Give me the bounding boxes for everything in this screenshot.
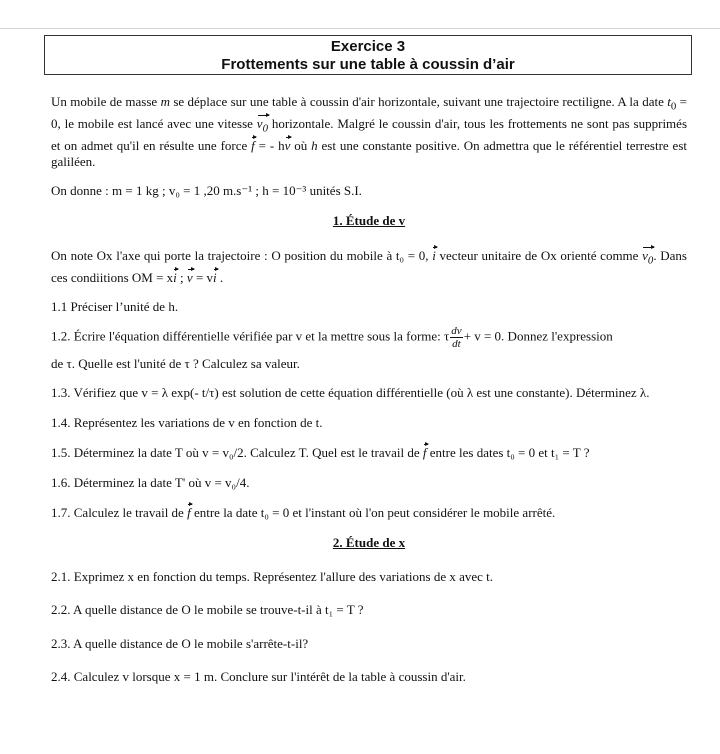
text: ; [176, 269, 187, 285]
question-1-7 [51, 504, 687, 521]
text: horizontale. Malgré le coussin d'air, tous les frottements ne sont pas supprimés et on admet qu'il en résulte une force [51, 116, 688, 154]
question-1-3: 1.3. Vérifiez que v = λ exp(- t/τ) est solution de cette équation différentielle (où λ est une constante). Déterminez λ. [51, 385, 650, 401]
question-1-6: 1.6. Déterminez la date T' où v = v₀/4. [51, 474, 250, 490]
text: se déplace sur une table à coussin d'air horizontale, suivant une trajectoire rectiligne. A la date [169, 94, 668, 109]
text: 1.2. Écrire l'équation différentielle vérifiée par v et la mettre sous la forme: τ [51, 328, 450, 344]
text: On note Ox l'axe qui porte la trajectoire : O position du mobile à t₀ = 0, [51, 247, 433, 263]
text: . [216, 269, 224, 285]
vector-v: v [186, 269, 193, 285]
question-1-2-continued: de τ. Quelle est l'unité de τ ? Calculez sa valeur. [51, 355, 300, 371]
text: = - h [254, 138, 285, 154]
vector-v: v [284, 138, 291, 154]
fraction-numerator: dv [451, 324, 462, 337]
question-1-2 [51, 325, 687, 350]
text: où [290, 138, 312, 154]
math-var: t [667, 94, 671, 109]
text: vecteur unitaire de Ox orienté comme [435, 247, 643, 263]
section-2-title: 2. Étude de x [332, 534, 406, 550]
derivative-fraction [450, 325, 462, 350]
text: . Dans ces condiitions OM = x [51, 247, 687, 285]
math-var: m [160, 94, 170, 109]
text: = v [192, 269, 214, 285]
vector-f: f [422, 445, 427, 461]
question-2-1: 2.1. Exprimez x en fonction du temps. Représentez l'allure des variations de x avec t. [51, 568, 494, 584]
section-1-note [51, 247, 687, 286]
exercise-number: Exercice 3 [330, 38, 406, 55]
text: entre la date t₀ = 0 et l'instant où l'on peut considérer le mobile arrêté. [190, 505, 556, 521]
vector-v0: $v_0$ [257, 115, 268, 137]
vector-v0: $v_0$ [642, 247, 653, 269]
text: est une constante positive. On admettra que le référentiel terrestre est galiléen. [51, 138, 687, 169]
exercise-title: Frottements sur une table à coussin d’air [221, 56, 515, 73]
question-1-5 [51, 444, 687, 461]
top-divider [0, 28, 720, 29]
fraction-denominator: dt [452, 337, 461, 350]
text: + v = 0. Donnez l'expression [463, 328, 613, 344]
vector-i: i [213, 269, 217, 285]
question-2-3: 2.3. A quelle distance de O le mobile s'arrête-t-il? [51, 635, 309, 651]
text: entre les dates t₀ = 0 et t₁ = T ? [426, 445, 590, 461]
question-2-4: 2.4. Calculez v lorsque x = 1 m. Conclure sur l'intérêt de la table à coussin d'air. [51, 669, 466, 685]
text: = 0, le mobile est lancé avec une vitesse [51, 94, 687, 132]
vector-f: f [187, 505, 191, 521]
exercise-header [44, 35, 692, 75]
intro-paragraph: Un mobile de masse m se déplace sur une table à coussin d'air horizontale, suivant une trajectoire rectiligne. A la date $t_0 = 0$, le mobile est lancé avec une vitesse $v_0$ horizontale. Malgré le coussin d'air, tous les frottements ne sont pas supprimés et on admet qu'il en résulte une force f = - hv où h est une constante positive. On admettra que le référentiel terrestre est galiléen. [51, 94, 688, 169]
math-var: h [311, 138, 318, 154]
vector-i: i [173, 269, 177, 285]
exercise-body [51, 94, 687, 685]
question-1-1: 1.1 Préciser l’unité de h. [51, 299, 179, 315]
question-2-2: 2.2. A quelle distance de O le mobile se trouve-t-il à t₁ = T ? [51, 602, 364, 618]
text: Un mobile de masse [51, 94, 161, 109]
text: 1.5. Déterminez la date T où v = v₀/2. Calculez T. Quel est le travail de [51, 445, 423, 461]
text: 1.7. Calculez le travail de [51, 505, 188, 521]
vector-symbol: v [256, 116, 263, 132]
question-1-4: 1.4. Représentez les variations de v en fonction de t. [51, 414, 323, 430]
given-values: On donne : m = 1 kg ; v₀ = 1 ,20 m.s⁻¹ ; h = 10⁻³ unités S.I. [51, 183, 362, 199]
section-1-title: 1. Étude de v [332, 212, 406, 228]
vector-symbol: v [642, 247, 648, 263]
vector-i: i [432, 247, 436, 263]
vector-f: f [251, 138, 255, 154]
